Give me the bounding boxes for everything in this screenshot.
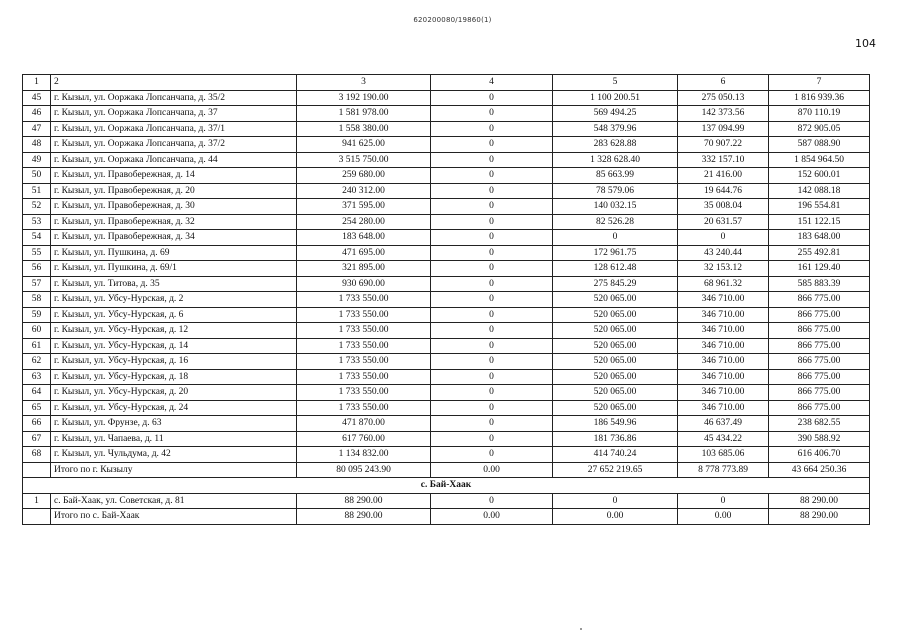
cell-col-no: 47 [23,121,51,137]
cell-col-3: 1 558 380.00 [297,121,431,137]
cell-col-address: г. Кызыл, ул. Чапаева, д. 11 [51,431,297,447]
cell-col-4: 0 [431,369,553,385]
cell-col-3: 240 312.00 [297,183,431,199]
cell-col-6: 68 961.32 [678,276,769,292]
table-row [23,199,870,215]
cell-col-6: 32 153.12 [678,261,769,277]
cell-col-6: 45 434.22 [678,431,769,447]
cell-col-address: г. Кызыл, ул. Чульдума, д. 42 [51,447,297,463]
cell-col-6: 19 644.76 [678,183,769,199]
cell-col-5: 128 612.48 [553,261,678,277]
cell-col-4: 0 [431,261,553,277]
cell-col-5: 414 740.24 [553,447,678,463]
cell-col-no: 62 [23,354,51,370]
cell-col-address: г. Кызыл, ул. Правобережная, д. 14 [51,168,297,184]
cell-col-no [23,462,51,478]
cell-col-5: 283 628.88 [553,137,678,153]
cell-col-no: 61 [23,338,51,354]
page-number: 104 [855,37,876,50]
cell-col-address: г. Кызыл, ул. Убсу-Нурская, д. 18 [51,369,297,385]
cell-col-7: 1 854 964.50 [769,152,870,168]
cell-col-no: 63 [23,369,51,385]
cell-col-7: 196 554.81 [769,199,870,215]
cell-col-3: 371 595.00 [297,199,431,215]
cell-col-no: 65 [23,400,51,416]
cell-col-3: 941 625.00 [297,137,431,153]
cell-col-4: 0 [431,385,553,401]
table-row [23,152,870,168]
cell-col-3: 1 733 550.00 [297,292,431,308]
cell-col-5: 520 065.00 [553,307,678,323]
table-row [23,400,870,416]
table-row [23,106,870,122]
section-heading-row [23,478,870,494]
cell-col-5: 520 065.00 [553,354,678,370]
cell-col-6: 275 050.13 [678,90,769,106]
cell-col-6: 20 631.57 [678,214,769,230]
cell-col-7: 866 775.00 [769,369,870,385]
cell-col-6: 8 778 773.89 [678,462,769,478]
cell-col-6: 346 710.00 [678,338,769,354]
cell-col-7: 866 775.00 [769,400,870,416]
cell-col-3: 1 733 550.00 [297,354,431,370]
cell-col-4: 0 [431,245,553,261]
cell-col-3: 1 581 978.00 [297,106,431,122]
cell-col-3: 1 733 550.00 [297,338,431,354]
cell-col-7: 238 682.55 [769,416,870,432]
cell-col-no [23,509,51,525]
cell-col-address: г. Кызыл, ул. Правобережная, д. 32 [51,214,297,230]
section-title: с. Бай-Хаак [23,478,870,494]
table-row [23,447,870,463]
cell-col-6: 70 907.22 [678,137,769,153]
cell-col-address: 2 [51,75,297,91]
table-body [23,75,870,525]
cell-col-5: 172 961.75 [553,245,678,261]
cell-col-7: 866 775.00 [769,307,870,323]
cell-col-3: 3 192 190.00 [297,90,431,106]
document-id: 620200080/19860(1) [413,16,492,24]
cell-col-4: 0 [431,493,553,509]
cell-col-6: 346 710.00 [678,292,769,308]
cell-col-6: 0 [678,230,769,246]
cell-col-3: 254 280.00 [297,214,431,230]
cell-col-4: 0 [431,90,553,106]
table-row [23,245,870,261]
cell-col-5: 0 [553,493,678,509]
table-row [23,292,870,308]
registry-table [22,74,870,525]
cell-col-4: 0 [431,416,553,432]
cell-col-address: г. Кызыл, ул. Ооржака Лопсанчапа, д. 37 [51,106,297,122]
cell-col-6: 346 710.00 [678,400,769,416]
cell-col-7: 872 905.05 [769,121,870,137]
cell-col-5: 520 065.00 [553,323,678,339]
cell-col-4: 0 [431,338,553,354]
cell-col-no: 46 [23,106,51,122]
cell-col-no: 1 [23,493,51,509]
cell-col-3: 1 134 832.00 [297,447,431,463]
cell-col-5: 1 328 628.40 [553,152,678,168]
cell-col-no: 45 [23,90,51,106]
cell-col-7: 88 290.00 [769,493,870,509]
cell-col-3: 930 690.00 [297,276,431,292]
cell-col-7: 390 588.92 [769,431,870,447]
cell-col-5: 78 579.06 [553,183,678,199]
cell-col-address: г. Кызыл, ул. Ооржака Лопсанчапа, д. 35/2 [51,90,297,106]
cell-col-no: 58 [23,292,51,308]
cell-col-5: 85 663.99 [553,168,678,184]
cell-col-no: 55 [23,245,51,261]
cell-col-4: 0 [431,121,553,137]
cell-col-4: 0 [431,431,553,447]
cell-col-7: 866 775.00 [769,385,870,401]
cell-col-5: 520 065.00 [553,400,678,416]
table-row [23,137,870,153]
cell-col-no: 60 [23,323,51,339]
cell-col-5: 569 494.25 [553,106,678,122]
cell-col-4: 0 [431,137,553,153]
table-row [23,416,870,432]
cell-col-address: г. Кызыл, ул. Убсу-Нурская, д. 16 [51,354,297,370]
cell-col-address: г. Кызыл, ул. Убсу-Нурская, д. 6 [51,307,297,323]
cell-col-3: 259 680.00 [297,168,431,184]
cell-col-no: 51 [23,183,51,199]
cell-col-5: 186 549.96 [553,416,678,432]
cell-col-6: 346 710.00 [678,385,769,401]
cell-col-4: 0 [431,152,553,168]
cell-col-address: Итого по с. Бай-Хаак [51,509,297,525]
cell-col-4: 0 [431,292,553,308]
table-row [23,121,870,137]
cell-col-3: 471 870.00 [297,416,431,432]
table-row [23,276,870,292]
cell-col-no: 64 [23,385,51,401]
cell-col-address: г. Кызыл, ул. Фрунзе, д. 63 [51,416,297,432]
cell-col-4: 4 [431,75,553,91]
cell-col-address: г. Кызыл, ул. Правобережная, д. 20 [51,183,297,199]
cell-col-no: 57 [23,276,51,292]
cell-col-4: 0 [431,230,553,246]
cell-col-7: 866 775.00 [769,323,870,339]
cell-col-no: 66 [23,416,51,432]
total-row-bai-haak [23,509,870,525]
cell-col-6: 0 [678,493,769,509]
cell-col-address: г. Кызыл, ул. Убсу-Нурская, д. 20 [51,385,297,401]
cell-col-7: 1 816 939.36 [769,90,870,106]
cell-col-3: 1 733 550.00 [297,400,431,416]
cell-col-7: 585 883.39 [769,276,870,292]
cell-col-address: Итого по г. Кызылу [51,462,297,478]
cell-col-4: 0 [431,276,553,292]
cell-col-3: 321 895.00 [297,261,431,277]
cell-col-7: 7 [769,75,870,91]
cell-col-5: 1 100 200.51 [553,90,678,106]
cell-col-7: 255 492.81 [769,245,870,261]
cell-col-4: 0 [431,168,553,184]
cell-col-4: 0 [431,400,553,416]
cell-col-address: г. Кызыл, ул. Титова, д. 35 [51,276,297,292]
cell-col-no: 67 [23,431,51,447]
cell-col-3: 3 [297,75,431,91]
table-row [23,230,870,246]
cell-col-5: 520 065.00 [553,369,678,385]
cell-col-3: 1 733 550.00 [297,369,431,385]
cell-col-address: г. Кызыл, ул. Убсу-Нурская, д. 14 [51,338,297,354]
table-row [23,307,870,323]
scan-speck [580,628,582,630]
cell-col-address: г. Кызыл, ул. Ооржака Лопсанчапа, д. 37/2 [51,137,297,153]
cell-col-3: 183 648.00 [297,230,431,246]
cell-col-address: г. Кызыл, ул. Правобережная, д. 34 [51,230,297,246]
cell-col-5: 520 065.00 [553,338,678,354]
cell-col-7: 870 110.19 [769,106,870,122]
cell-col-6: 6 [678,75,769,91]
table-row [23,338,870,354]
total-row-kyzyl [23,462,870,478]
cell-col-no: 54 [23,230,51,246]
cell-col-address: г. Кызыл, ул. Ооржака Лопсанчапа, д. 44 [51,152,297,168]
cell-col-4: 0 [431,106,553,122]
cell-col-5: 520 065.00 [553,292,678,308]
cell-col-4: 0 [431,214,553,230]
cell-col-4: 0.00 [431,462,553,478]
table-row [23,90,870,106]
table-row [23,168,870,184]
cell-col-6: 35 008.04 [678,199,769,215]
cell-col-6: 137 094.99 [678,121,769,137]
table-row [23,183,870,199]
cell-col-6: 43 240.44 [678,245,769,261]
table-row [23,385,870,401]
cell-col-7: 43 664 250.36 [769,462,870,478]
table-row [23,354,870,370]
cell-col-6: 103 685.06 [678,447,769,463]
cell-col-5: 275 845.29 [553,276,678,292]
cell-col-6: 346 710.00 [678,307,769,323]
cell-col-4: 0 [431,199,553,215]
cell-col-7: 88 290.00 [769,509,870,525]
cell-col-7: 866 775.00 [769,292,870,308]
cell-col-7: 587 088.90 [769,137,870,153]
cell-col-3: 471 695.00 [297,245,431,261]
cell-col-3: 80 095 243.90 [297,462,431,478]
cell-col-7: 616 406.70 [769,447,870,463]
cell-col-5: 5 [553,75,678,91]
cell-col-3: 1 733 550.00 [297,323,431,339]
table-row [23,493,870,509]
cell-col-5: 548 379.96 [553,121,678,137]
cell-col-3: 88 290.00 [297,509,431,525]
cell-col-no: 68 [23,447,51,463]
cell-col-7: 866 775.00 [769,338,870,354]
cell-col-4: 0.00 [431,509,553,525]
cell-col-7: 161 129.40 [769,261,870,277]
cell-col-5: 181 736.86 [553,431,678,447]
cell-col-no: 1 [23,75,51,91]
cell-col-address: с. Бай-Хаак, ул. Советская, д. 81 [51,493,297,509]
cell-col-3: 617 760.00 [297,431,431,447]
cell-col-5: 82 526.28 [553,214,678,230]
cell-col-no: 48 [23,137,51,153]
cell-col-3: 88 290.00 [297,493,431,509]
cell-col-no: 53 [23,214,51,230]
cell-col-6: 142 373.56 [678,106,769,122]
table-row [23,214,870,230]
cell-col-7: 183 648.00 [769,230,870,246]
cell-col-7: 151 122.15 [769,214,870,230]
cell-col-no: 59 [23,307,51,323]
cell-col-3: 1 733 550.00 [297,307,431,323]
table-row [23,261,870,277]
cell-col-5: 27 652 219.65 [553,462,678,478]
cell-col-7: 866 775.00 [769,354,870,370]
cell-col-6: 346 710.00 [678,369,769,385]
cell-col-no: 49 [23,152,51,168]
cell-col-6: 332 157.10 [678,152,769,168]
cell-col-address: г. Кызыл, ул. Ооржака Лопсанчапа, д. 37/1 [51,121,297,137]
cell-col-6: 346 710.00 [678,354,769,370]
cell-col-no: 52 [23,199,51,215]
cell-col-5: 0.00 [553,509,678,525]
cell-col-address: г. Кызыл, ул. Убсу-Нурская, д. 24 [51,400,297,416]
table-row [23,323,870,339]
cell-col-3: 1 733 550.00 [297,385,431,401]
cell-col-6: 346 710.00 [678,323,769,339]
cell-col-4: 0 [431,447,553,463]
table-row [23,369,870,385]
cell-col-5: 520 065.00 [553,385,678,401]
cell-col-7: 142 088.18 [769,183,870,199]
cell-col-6: 46 637.49 [678,416,769,432]
cell-col-7: 152 600.01 [769,168,870,184]
cell-col-address: г. Кызыл, ул. Убсу-Нурская, д. 2 [51,292,297,308]
cell-col-no: 56 [23,261,51,277]
cell-col-address: г. Кызыл, ул. Пушкина, д. 69/1 [51,261,297,277]
cell-col-4: 0 [431,307,553,323]
cell-col-address: г. Кызыл, ул. Убсу-Нурская, д. 12 [51,323,297,339]
cell-col-4: 0 [431,183,553,199]
cell-col-4: 0 [431,323,553,339]
cell-col-address: г. Кызыл, ул. Пушкина, д. 69 [51,245,297,261]
cell-col-5: 140 032.15 [553,199,678,215]
header-row [23,75,870,91]
table-row [23,431,870,447]
cell-col-6: 21 416.00 [678,168,769,184]
cell-col-5: 0 [553,230,678,246]
cell-col-address: г. Кызыл, ул. Правобережная, д. 30 [51,199,297,215]
cell-col-no: 50 [23,168,51,184]
cell-col-4: 0 [431,354,553,370]
cell-col-6: 0.00 [678,509,769,525]
cell-col-3: 3 515 750.00 [297,152,431,168]
